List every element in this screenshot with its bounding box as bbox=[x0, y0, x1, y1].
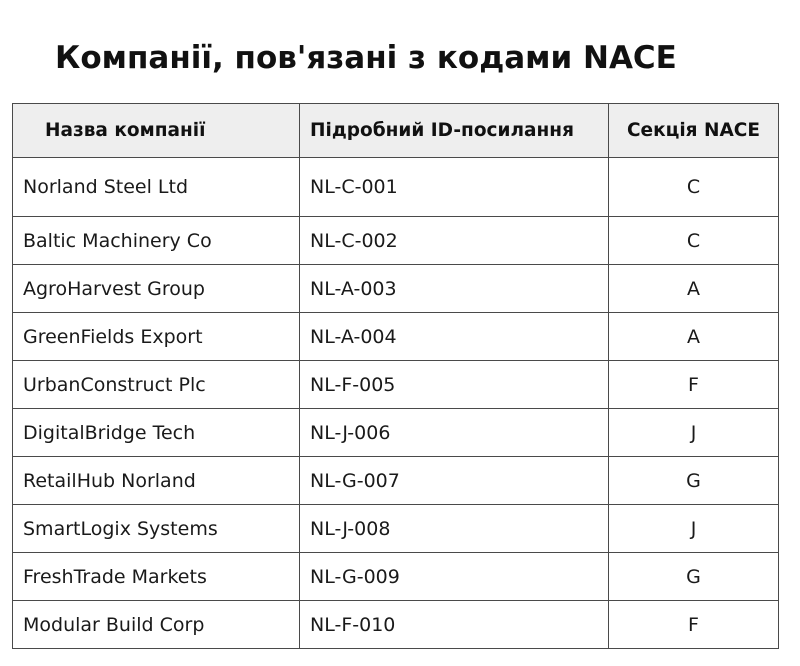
table-header bbox=[13, 104, 779, 158]
cell-nace-section: F bbox=[609, 361, 779, 409]
cell-company-name: GreenFields Export bbox=[13, 313, 300, 361]
cell-reference-id: NL-F-010 bbox=[300, 601, 609, 649]
cell-company-name: Baltic Machinery Co bbox=[13, 217, 300, 265]
column-header-nace-section: Секція NACE bbox=[609, 104, 779, 158]
cell-reference-id: NL-G-009 bbox=[300, 553, 609, 601]
cell-company-name: AgroHarvest Group bbox=[13, 265, 300, 313]
cell-nace-section: F bbox=[609, 601, 779, 649]
cell-nace-section: C bbox=[609, 217, 779, 265]
table-row bbox=[13, 265, 779, 313]
table-row bbox=[13, 313, 779, 361]
table-row bbox=[13, 217, 779, 265]
cell-company-name: RetailHub Norland bbox=[13, 457, 300, 505]
cell-nace-section: G bbox=[609, 553, 779, 601]
cell-company-name: Norland Steel Ltd bbox=[13, 158, 300, 217]
cell-reference-id: NL-J-008 bbox=[300, 505, 609, 553]
cell-company-name: UrbanConstruct Plc bbox=[13, 361, 300, 409]
cell-reference-id: NL-F-005 bbox=[300, 361, 609, 409]
cell-nace-section: C bbox=[609, 158, 779, 217]
header-row bbox=[13, 104, 779, 158]
table-row bbox=[13, 553, 779, 601]
cell-reference-id: NL-C-001 bbox=[300, 158, 609, 217]
table-row bbox=[13, 361, 779, 409]
column-header-reference-id: Підробний ID-посилання bbox=[300, 104, 609, 158]
table-body bbox=[13, 158, 779, 649]
cell-nace-section: A bbox=[609, 265, 779, 313]
cell-reference-id: NL-C-002 bbox=[300, 217, 609, 265]
cell-company-name: SmartLogix Systems bbox=[13, 505, 300, 553]
cell-nace-section: J bbox=[609, 505, 779, 553]
page-title: Компанії, пов'язані з кодами NACE bbox=[55, 40, 677, 76]
cell-reference-id: NL-G-007 bbox=[300, 457, 609, 505]
table-row bbox=[13, 409, 779, 457]
cell-company-name: FreshTrade Markets bbox=[13, 553, 300, 601]
cell-nace-section: J bbox=[609, 409, 779, 457]
table-row bbox=[13, 158, 779, 217]
cell-company-name: DigitalBridge Tech bbox=[13, 409, 300, 457]
cell-reference-id: NL-J-006 bbox=[300, 409, 609, 457]
table-row bbox=[13, 601, 779, 649]
cell-company-name: Modular Build Corp bbox=[13, 601, 300, 649]
cell-nace-section: G bbox=[609, 457, 779, 505]
column-header-company-name: Назва компанії bbox=[13, 104, 300, 158]
table-row bbox=[13, 457, 779, 505]
cell-reference-id: NL-A-003 bbox=[300, 265, 609, 313]
cell-nace-section: A bbox=[609, 313, 779, 361]
cell-reference-id: NL-A-004 bbox=[300, 313, 609, 361]
companies-table bbox=[12, 103, 779, 649]
table-row bbox=[13, 505, 779, 553]
